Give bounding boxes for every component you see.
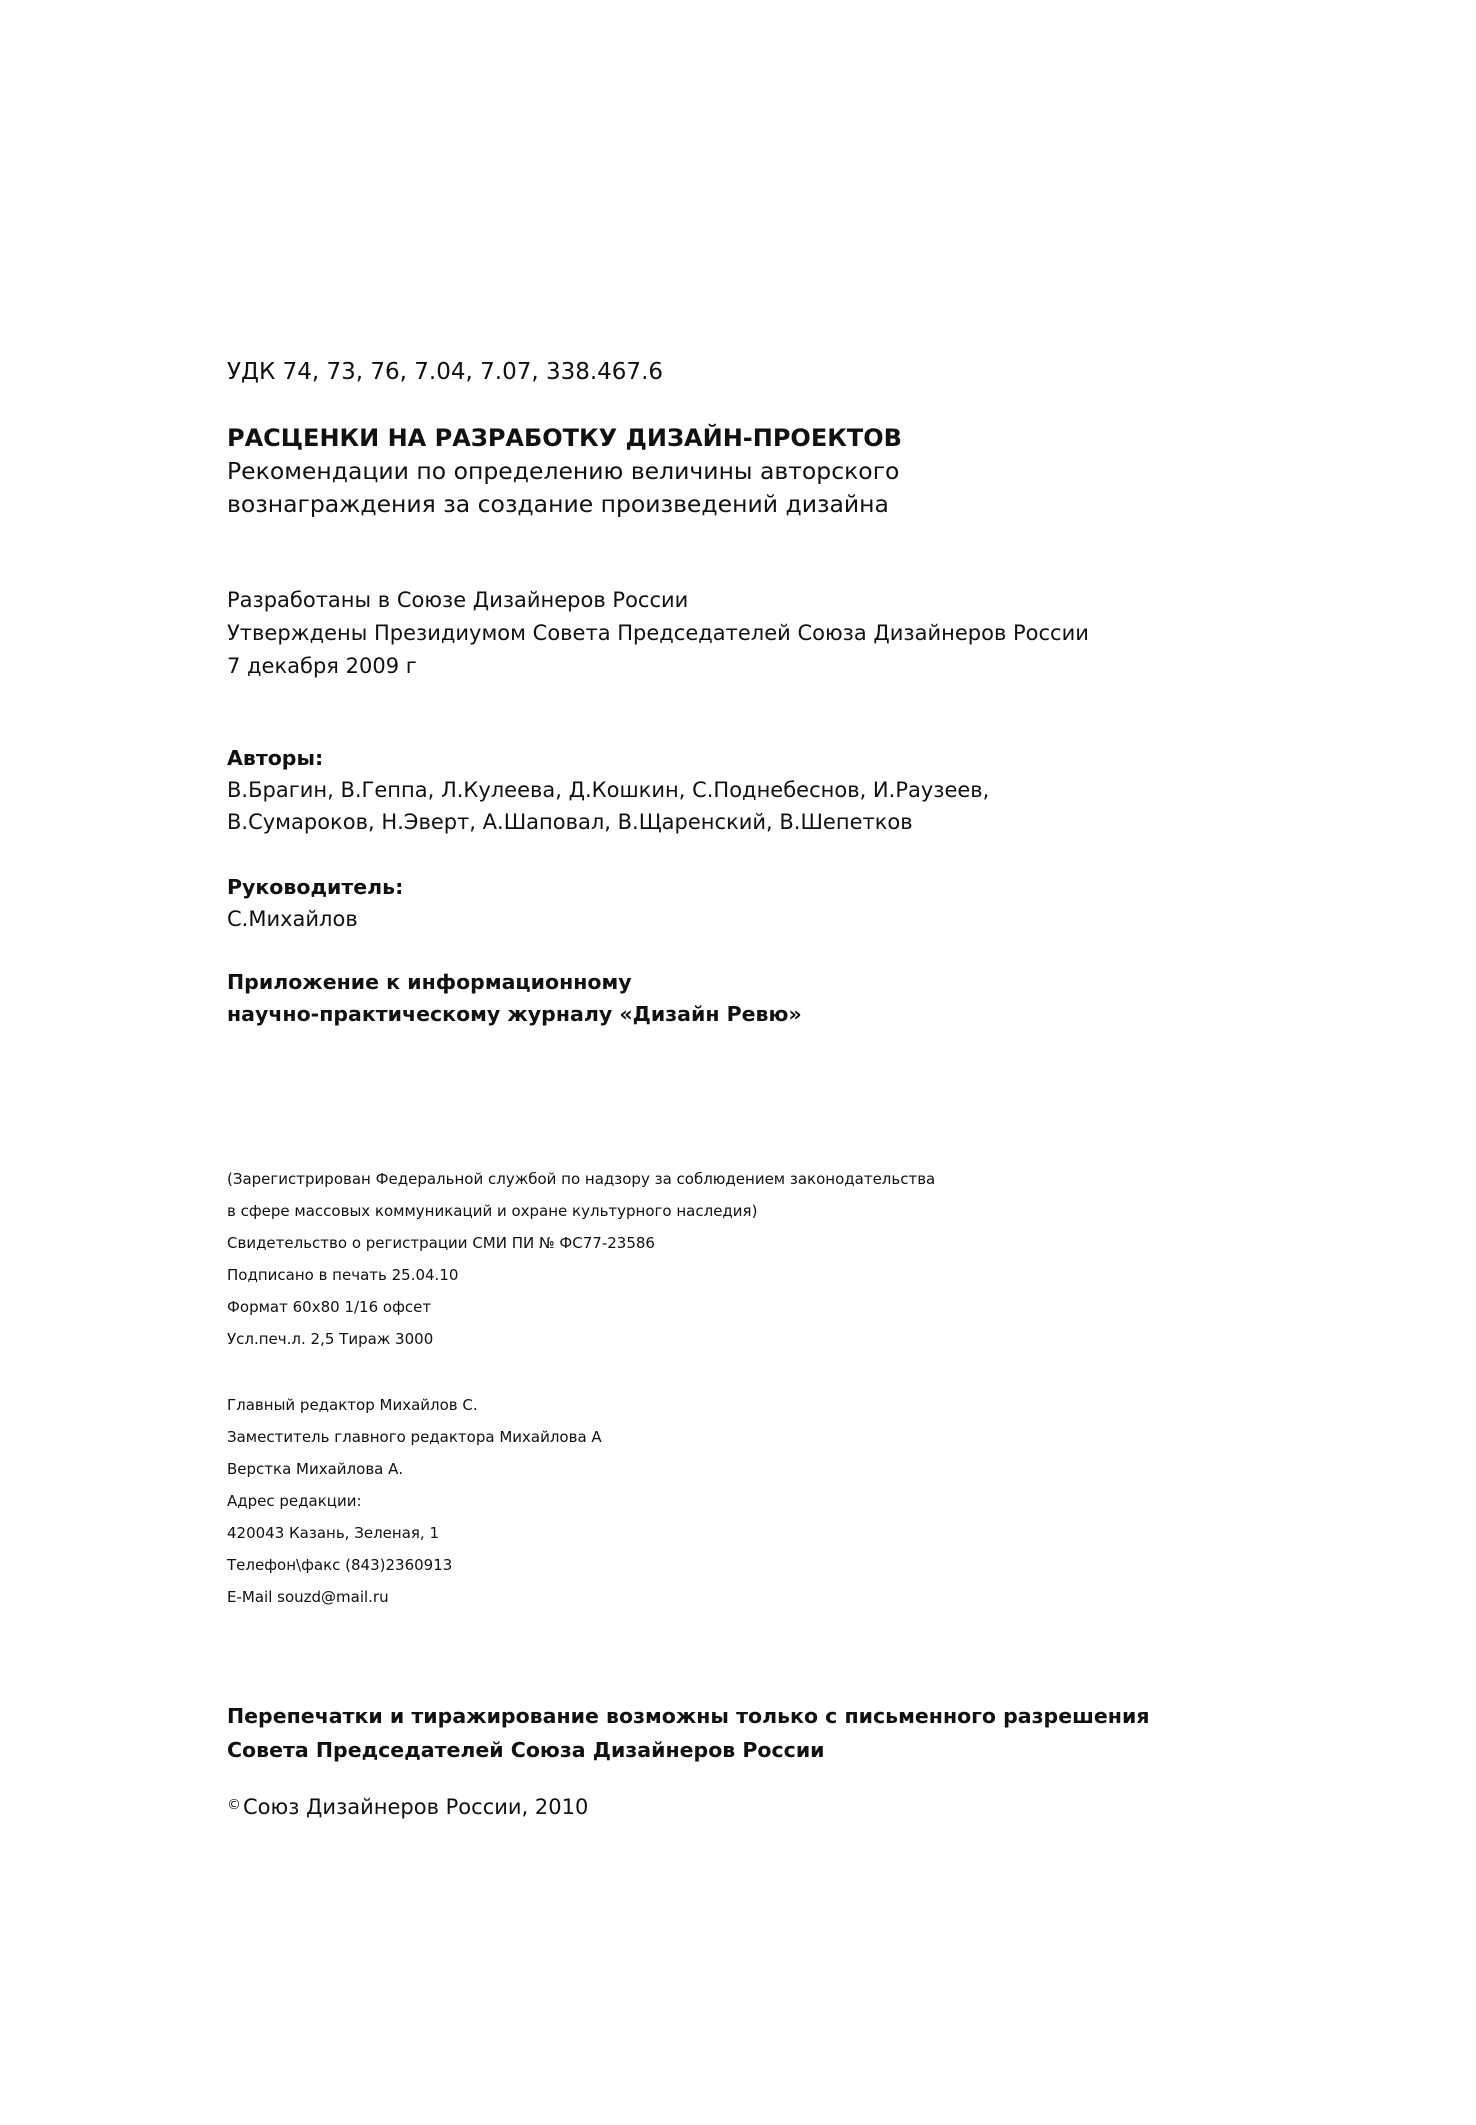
leader-name: С.Михайлов	[227, 907, 358, 931]
copyright	[227, 1789, 1377, 1823]
editorial-info	[227, 1389, 1377, 1613]
registration-line: в сфере массовых коммуникаций и охране культурного наследия)	[227, 1202, 758, 1220]
certificate-line: Свидетельство о регистрации СМИ ПИ № ФС77-23586	[227, 1234, 655, 1252]
email: E-Mail souzd@mail.ru	[227, 1588, 389, 1606]
address-value: 420043 Казань, Зеленая, 1	[227, 1524, 439, 1542]
editor-in-chief: Главный редактор Михайлов С.	[227, 1396, 478, 1414]
udk-code	[227, 356, 1377, 388]
authors-section	[227, 742, 1377, 838]
reprint-notice-line: Совета Председателей Союза Дизайнеров России	[227, 1738, 825, 1762]
appendix-line: Приложение к информационному	[227, 970, 632, 994]
format-line: Формат 60х80 1/16 офсет	[227, 1298, 432, 1316]
development-info	[227, 584, 1377, 683]
development-line: Разработаны в Союзе Дизайнеров России	[227, 588, 689, 612]
leader-section	[227, 871, 1377, 935]
registration-line: (Зарегистрирован Федеральной службой по надзору за соблюдением законодательства	[227, 1170, 936, 1188]
phone-fax: Телефон\факс (843)2360913	[227, 1556, 453, 1574]
copyright-line	[227, 1789, 1377, 1823]
copyright-text: Союз Дизайнеров России, 2010	[243, 1795, 589, 1819]
circulation-line: Усл.печ.л. 2,5 Тираж 3000	[227, 1330, 434, 1348]
appendix-line: научно-практическому журналу «Дизайн Ревю»	[227, 1002, 802, 1026]
subtitle-line: вознаграждения за создание произведений дизайна	[227, 490, 889, 518]
registration-info	[227, 1163, 1377, 1355]
approval-line: Утверждены Президиумом Совета Председателей Союза Дизайнеров России	[227, 621, 1089, 645]
udk-line: УДК 74, 73, 76, 7.04, 7.07, 338.467.6	[227, 359, 664, 385]
print-date-line: Подписано в печать 25.04.10	[227, 1266, 459, 1284]
reprint-notice-line: Перепечатки и тиражирование возможны только с письменного разрешения	[227, 1704, 1150, 1728]
deputy-editor: Заместитель главного редактора Михайлова А	[227, 1428, 602, 1446]
reprint-notice	[227, 1699, 1377, 1767]
authors-line: В.Сумароков, Н.Эверт, А.Шаповал, В.Щаренский, В.Шепетков	[227, 810, 913, 834]
layout-editor: Верстка Михайлова А.	[227, 1460, 404, 1478]
address-label: Адрес редакции:	[227, 1492, 362, 1510]
approval-date: 7 декабря 2009 г	[227, 654, 417, 678]
leader-heading: Руководитель:	[227, 875, 404, 899]
authors-heading: Авторы:	[227, 746, 324, 770]
subtitle-line: Рекомендации по определению величины авторского	[227, 457, 900, 485]
authors-line: В.Брагин, В.Геппа, Л.Кулеева, Д.Кошкин, С.Поднебеснов, И.Раузеев,	[227, 778, 990, 802]
copyright-icon: ©	[227, 1797, 241, 1813]
appendix-note	[227, 966, 1377, 1030]
document-title: РАСЦЕНКИ НА РАЗРАБОТКУ ДИЗАЙН-ПРОЕКТОВ	[227, 424, 902, 452]
title-block	[227, 421, 1377, 521]
